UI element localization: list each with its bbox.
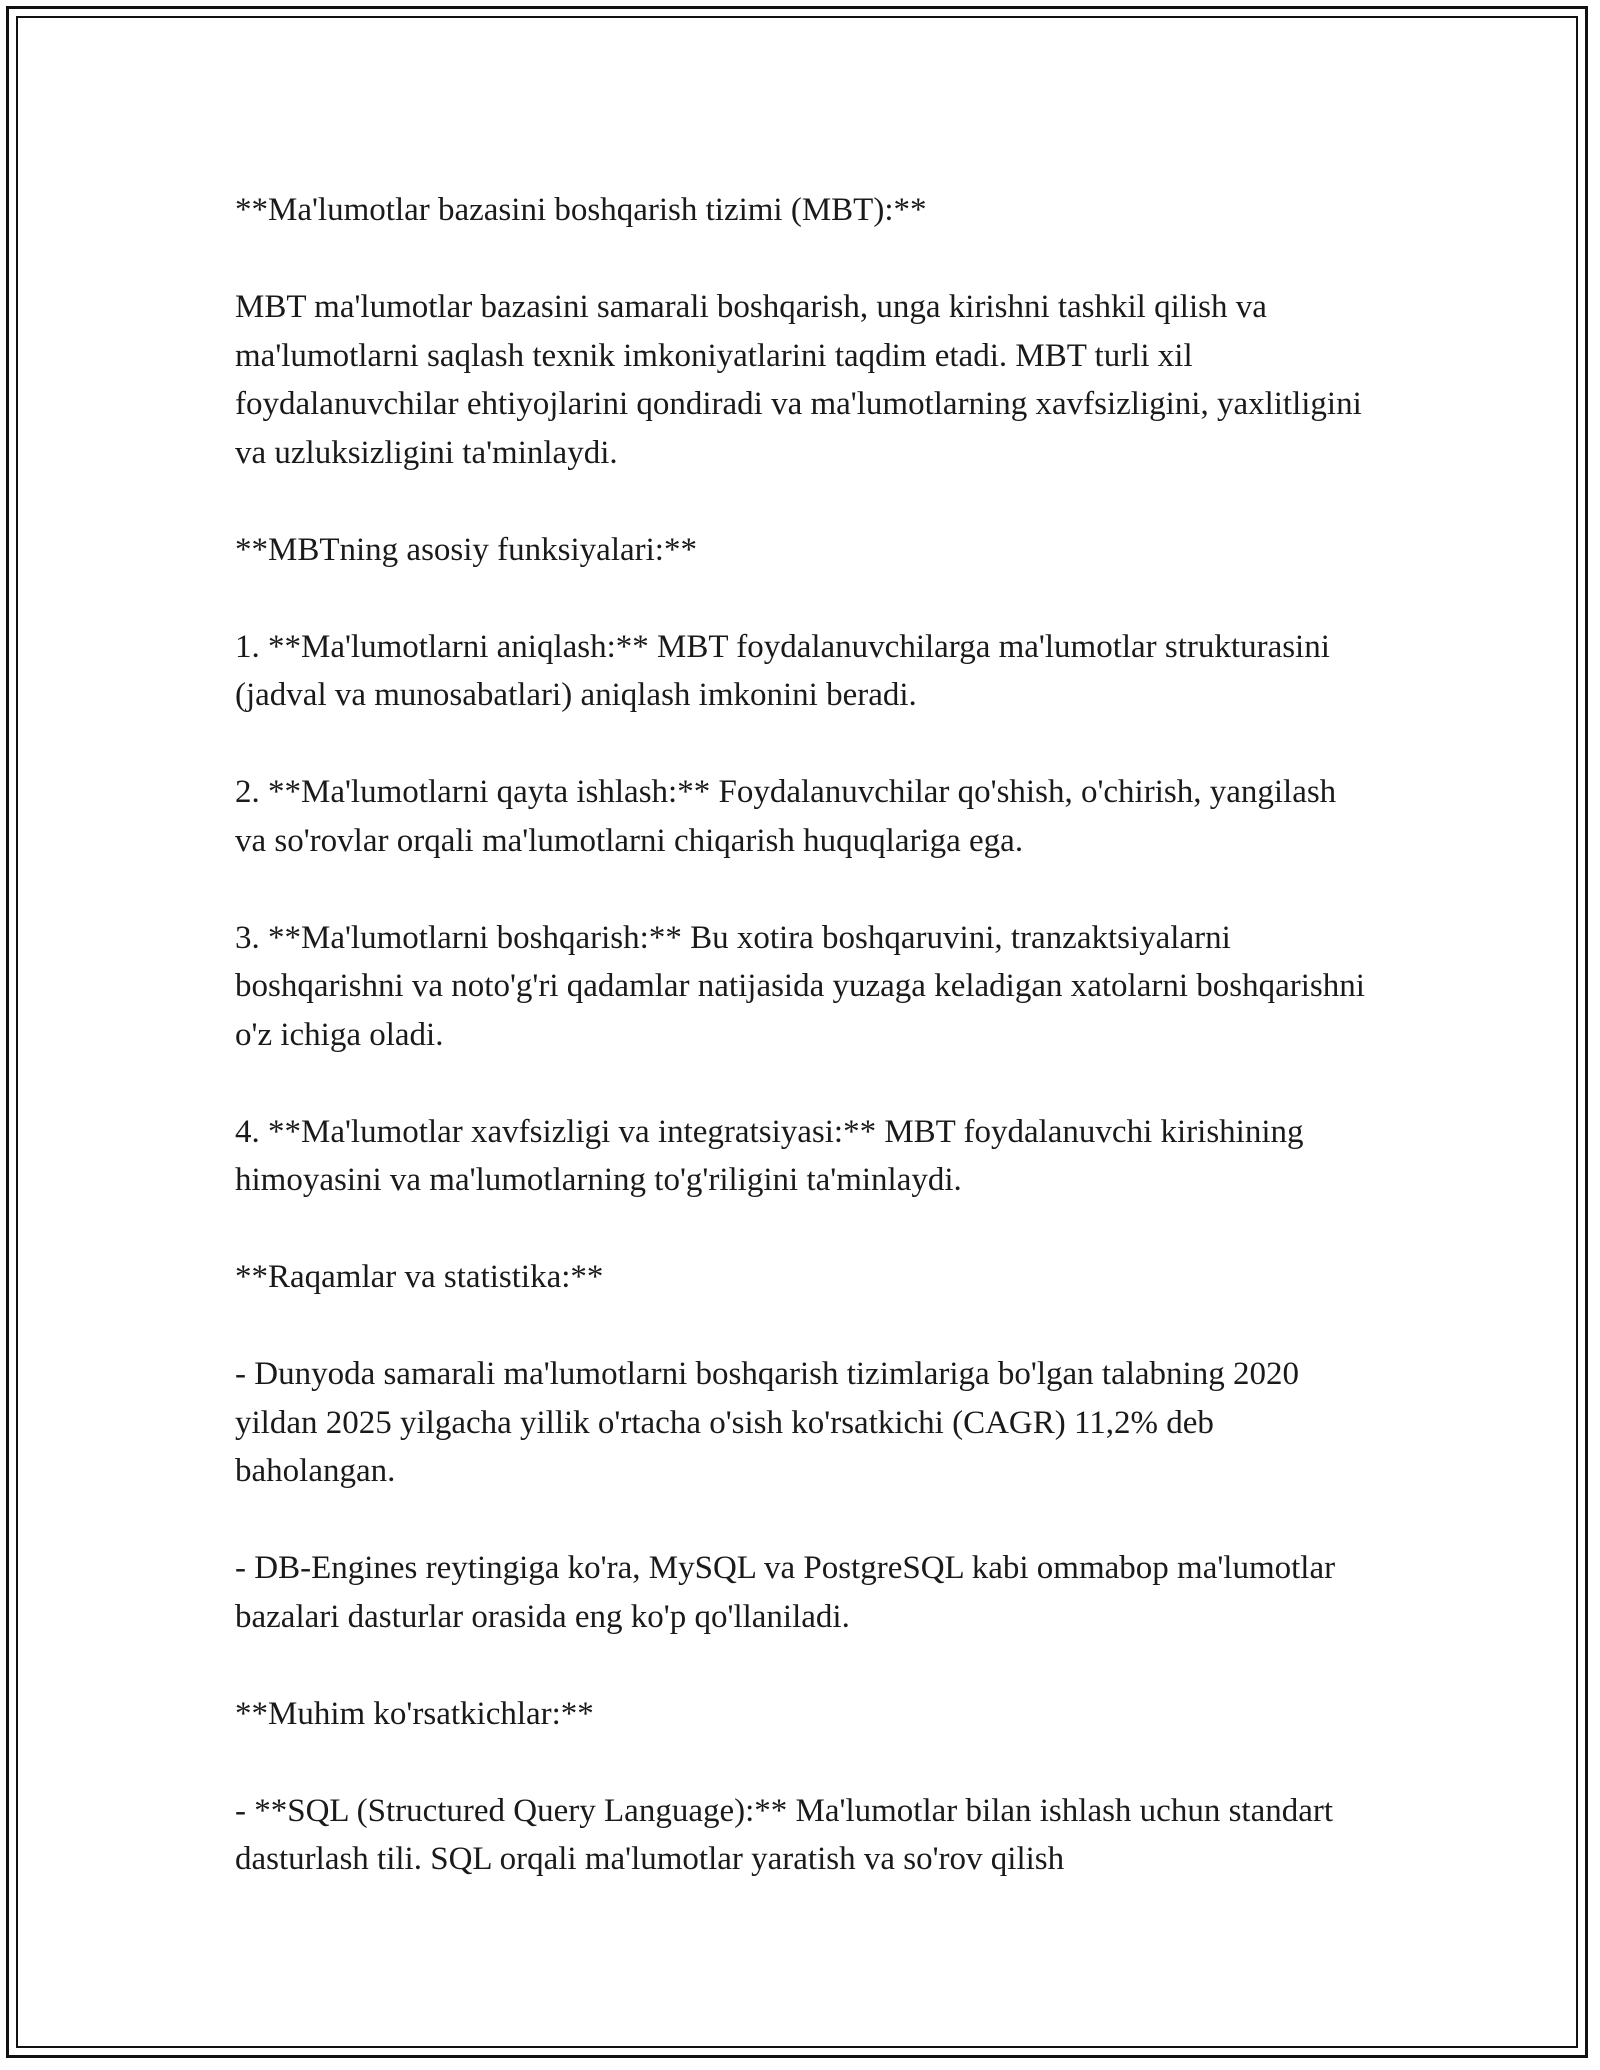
paragraph-intro: MBT ma'lumotlar bazasini samarali boshqarish, unga kirishni tashkil qilish va ma'lumotlarni saqlash texnik imkoniyatlarini taqdim etadi. MBT turli xil foydalanuvchilar ehtiyojlarini qondiradi va ma'lumotlarning xavfsizligini, yaxlitligini va uzluksizligini ta'minlaydi.	[235, 289, 1362, 471]
bullet-cagr: - Dunyoda samarali ma'lumotlarni boshqarish tizimlariga bo'lgan talabning 2020 yildan 2025 yilgacha yillik o'rtacha o'sish ko'rsatkichi (CAGR) 11,2% deb baholangan.	[235, 1356, 1299, 1489]
heading-mbt: **Ma'lumotlar bazasini boshqarish tizimi (MBT):**	[235, 192, 927, 228]
list-item-1: 1. **Ma'lumotlarni aniqlash:** MBT foydalanuvchilarga ma'lumotlar strukturasini (jadval va munosabatlari) aniqlash imkonini beradi.	[235, 628, 1330, 713]
list-item-4: 4. **Ma'lumotlar xavfsizligi va integratsiyasi:** MBT foydalanuvchi kirishining himoyasini va ma'lumotlarning to'g'riligini ta'minlaydi.	[235, 1113, 1304, 1198]
list-item-3: 3. **Ma'lumotlarni boshqarish:** Bu xotira boshqaruvini, tranzaktsiyalarni boshqarishni va noto'g'ri qadamlar natijasida yuzaga keladigan xatolarni boshqarishni o'z ichiga oladi.	[235, 919, 1365, 1053]
document-body	[235, 186, 1375, 1884]
heading-key-indicators: **Muhim ko'rsatkichlar:**	[235, 1695, 594, 1732]
list-item-2: 2. **Ma'lumotlarni qayta ishlash:** Foydalanuvchilar qo'shish, o'chirish, yangilash va so'rovlar orqali ma'lumotlarni chiqarish huquqlariga ega.	[235, 774, 1337, 859]
bullet-db-engines: - DB-Engines reytingiga ko'ra, MySQL va PostgreSQL kabi ommabop ma'lumotlar bazalari dasturlar orasida eng ko'p qo'llaniladi.	[235, 1550, 1336, 1635]
heading-functions: **MBTning asosiy funksiyalari:**	[235, 531, 697, 568]
heading-statistics: **Raqamlar va statistika:**	[235, 1259, 604, 1295]
bullet-sql: - **SQL (Structured Query Language):** Ma'lumotlar bilan ishlash uchun standart dasturlash tili. SQL orqali ma'lumotlar yaratish va so'rov qilish	[235, 1792, 1334, 1877]
